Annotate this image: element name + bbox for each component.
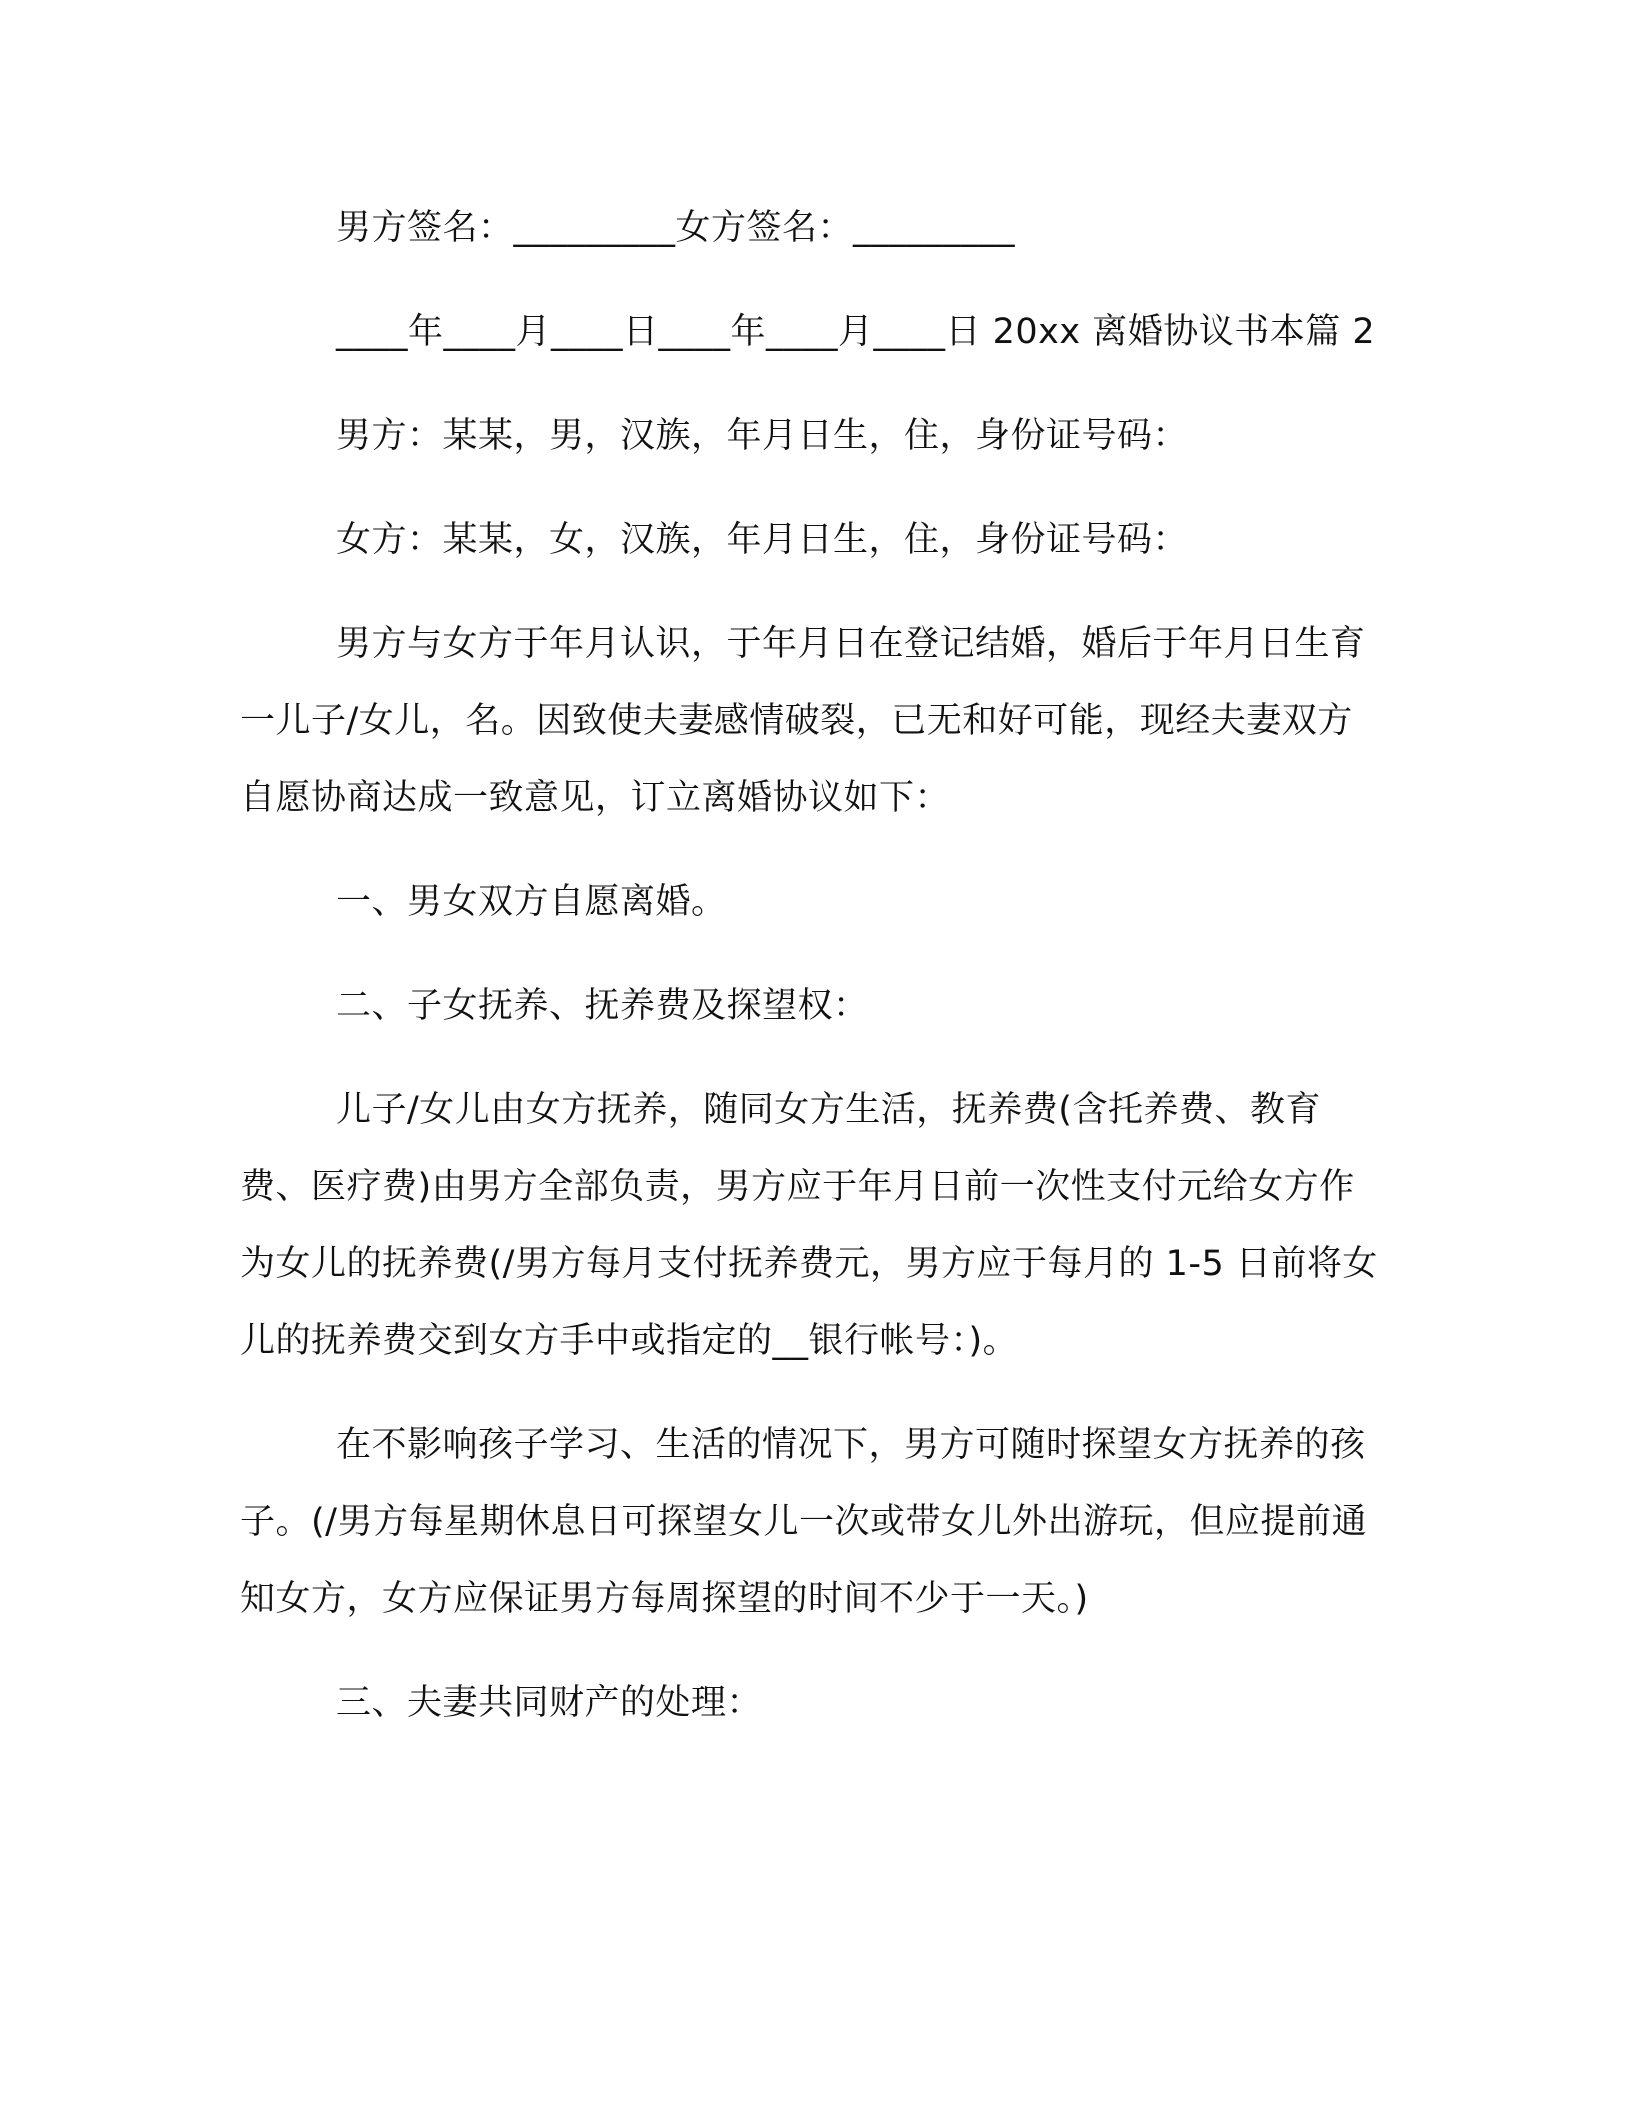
clause-three-heading: 三、夫妻共同财产的处理： <box>336 1683 763 1723</box>
female-party-info: 女方：某某，女，汉族，年月日生，住，身份证号码： <box>336 520 1189 560</box>
male-party-info: 男方：某某，男，汉族，年月日生，住，身份证号码： <box>336 416 1189 456</box>
document-body <box>240 190 1382 1742</box>
signature-line: 男方签名：_________女方签名：_________ <box>336 208 1016 248</box>
date-line-and-heading: ____年____月____日____年____月____日 20xx 离婚协议书本篇 2 <box>336 312 1376 352</box>
child-support-paragraph: 儿子/女儿由女方抚养，随同女方生活，抚养费(含托养费、教育费、医疗费)由男方全部负责，男方应于年月日前一次性支付元给女方作为女儿的抚养费(/男方每月支付抚养费元，男方应于每月的 1-5 日前将女儿的抚养费交到女方手中或指定的__银行帐号：)。 <box>240 1090 1378 1361</box>
clause-one: 一、男女双方自愿离婚。 <box>336 882 727 922</box>
background-paragraph: 男方与女方于年月认识，于年月日在登记结婚，婚后于年月日生育一儿子/女儿，名。因致使夫妻感情破裂，已无和好可能，现经夫妻双方自愿协商达成一致意见，订立离婚协议如下： <box>240 624 1366 818</box>
visitation-paragraph: 在不影响孩子学习、生活的情况下，男方可随时探望女方抚养的孩子。(/男方每星期休息日可探望女儿一次或带女儿外出游玩，但应提前通知女方，女方应保证男方每周探望的时间不少于一天。) <box>240 1425 1367 1619</box>
clause-two-heading: 二、子女抚养、抚养费及探望权： <box>336 986 869 1026</box>
